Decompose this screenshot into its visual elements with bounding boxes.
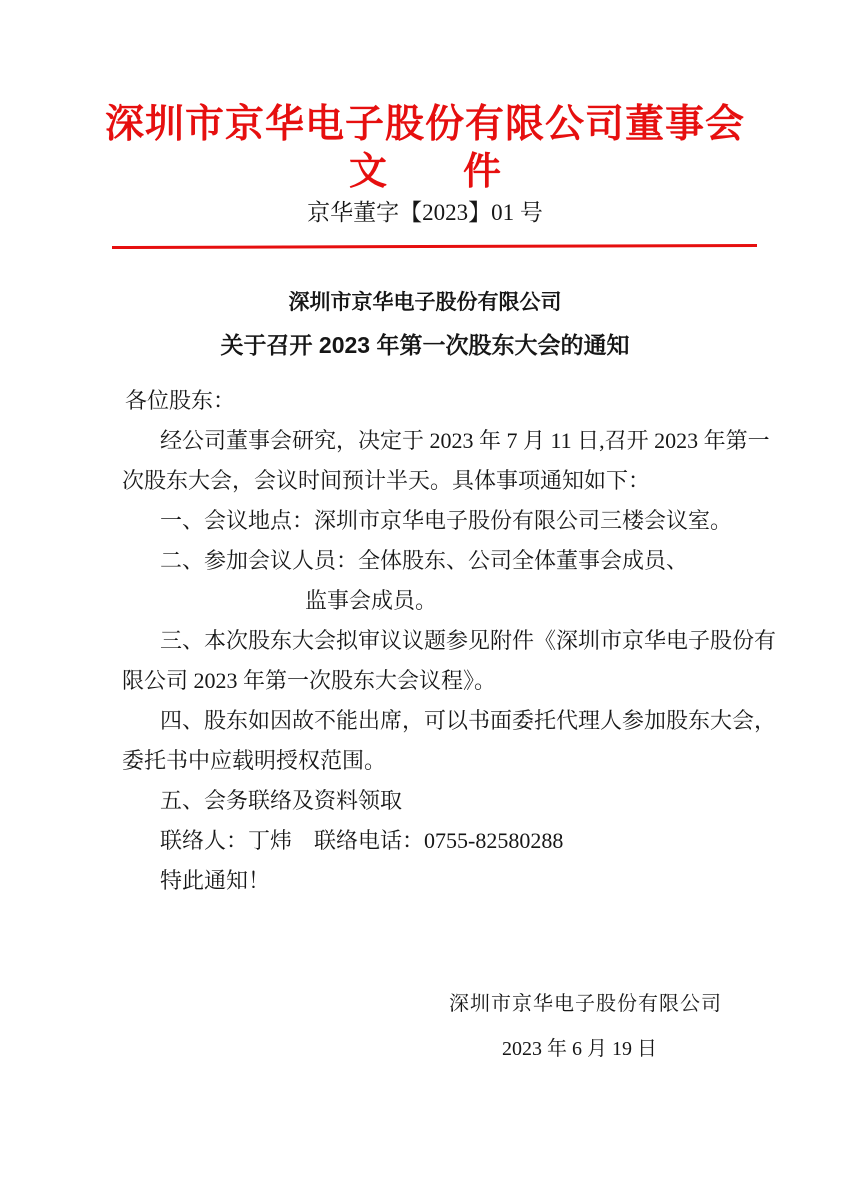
notice-body xyxy=(122,381,777,901)
notice-subject-title: 关于召开 2023 年第一次股东大会的通知 xyxy=(220,332,630,358)
body-line-closing: 特此通知！ xyxy=(160,868,271,893)
body-line: 监事会成员。 xyxy=(305,588,438,613)
body-line: 限公司 2023 年第一次股东大会议程》。 xyxy=(122,668,497,693)
body-line: 经公司董事会研究，决定于 2023 年 7 月 11 日,召开 2023 年第一 xyxy=(160,428,770,453)
body-line-contact: 联络人：丁炜 联络电话：0755-82580288 xyxy=(160,828,564,853)
body-line: 次股东大会，会议时间预计半天。具体事项通知如下： xyxy=(122,468,651,493)
letterhead-file-word: 文 件 xyxy=(348,151,501,193)
body-line-item-2: 二、参加会议人员：全体股东、公司全体董事会成员、 xyxy=(160,548,689,573)
document-number: 京华董字【2023】01 号 xyxy=(307,200,543,225)
body-line-item-1: 一、会议地点：深圳市京华电子股份有限公司三楼会议室。 xyxy=(160,508,733,533)
signature-date: 2023 年 6 月 19 日 xyxy=(502,1038,657,1060)
red-divider-rule xyxy=(112,244,757,249)
body-line-item-3: 三、本次股东大会拟审议议题参见附件《深圳市京华电子股份有 xyxy=(160,628,777,653)
signature-company: 深圳市京华电子股份有限公司 xyxy=(449,993,722,1015)
body-line-item-5: 五、会务联络及资料领取 xyxy=(160,788,403,813)
notice-company-title: 深圳市京华电子股份有限公司 xyxy=(288,291,562,314)
body-line: 委托书中应载明授权范围。 xyxy=(122,748,387,773)
body-line-item-4: 四、股东如因故不能出席，可以书面委托代理人参加股东大会， xyxy=(160,708,777,733)
letterhead-org-title: 深圳市京华电子股份有限公司董事会 xyxy=(104,103,745,146)
body-line-salutation: 各位股东： xyxy=(125,388,236,413)
